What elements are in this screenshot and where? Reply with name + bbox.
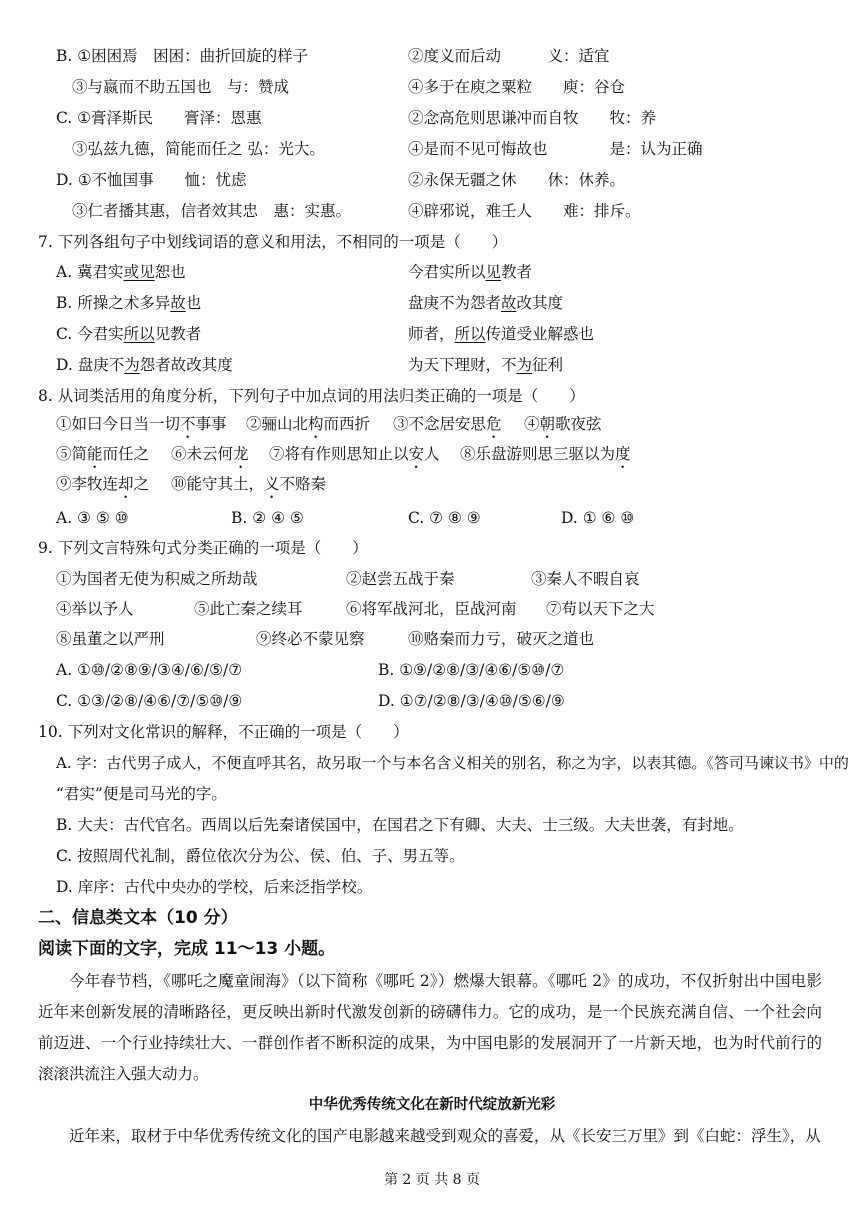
q7-option-b-right: 盘庚不为怨者故改其度 <box>408 294 564 312</box>
intro-paragraph: 今年春节档，《哪吒之魔童闹海》（以下简称《哪吒 2》）燃爆大银幕。《哪吒 2》的成功，不仅折射出中国电影近年来创新发展的清晰路径，更反映出新时代激发创新的磅礴伟力。它的成功，是一个民族充满自信、一个社会向前迈进、一个行业持续壮大、一群创作者不断积淀的成果，为中国电影的发展洞开了一片新天地，也为时代前行的滚滚洪流注入强大动力。 <box>38 972 822 1083</box>
q7-option-b-left: B. 所操之术多异故也 <box>56 294 202 312</box>
q8-option-d: D. ① ⑥ ⑩ <box>561 509 635 527</box>
q9-item-2: ②赵尝五战于秦 <box>346 570 455 588</box>
q8-item-7: ⑦将有作则思知止以安人 <box>269 445 440 463</box>
q6-option-b-2: ②度义而后动 义：适宜 <box>408 47 610 65</box>
q8-item-4: ④朝歌夜弦 <box>524 415 602 433</box>
q9-item-8: ⑧虽董之以严刑 <box>56 630 165 648</box>
q6-option-d-1: D. ①不恤国事 恤：忧虑 <box>56 171 247 189</box>
q8-option-b: B. ② ④ ⑤ <box>231 509 304 527</box>
q9-item-3: ③秦人不暇自哀 <box>531 570 640 588</box>
q8-item-5: ⑤简能而任之 <box>56 445 150 463</box>
q8-item-10: ⑩能守其土，义不赂秦 <box>171 475 327 493</box>
q9-item-1: ①为国者无使为积威之所劫哉 <box>56 570 258 588</box>
q9-option-b: B. ①⑨/②⑧/③/④⑥/⑤⑩/⑦ <box>378 661 565 679</box>
q9-option-a: A. ①⑩/②⑧⑨/③④/⑥/⑤/⑦ <box>56 661 243 679</box>
q7-option-d-left: D. 盘庚不为怨者故改其度 <box>56 356 233 374</box>
q6-option-b-1: B. ①困困焉 困困：曲折回旋的样子 <box>56 47 309 65</box>
reading-instruction: 阅读下面的文字，完成 11～13 小题。 <box>38 939 336 959</box>
q7-option-c-right: 师者，所以传道受业解惑也 <box>408 325 595 343</box>
q8-item-8: ⑧乐盘游则思三驱以为度 <box>460 445 631 463</box>
q6-option-c-1: C. ①膏泽斯民 膏泽：恩惠 <box>56 109 262 127</box>
q6-option-b-3: ③与嬴而不助五国也 与：赞成 <box>72 78 290 96</box>
q10-option-a-line1: A. 字：古代男子成人，不便直呼其名，故另取一个与本名含义相关的别名，称之为字，以表其德。《答司马谏议书》中的 <box>56 754 849 772</box>
page-footer: 第 2 页 共 8 页 <box>383 1172 481 1188</box>
q10-stem: 10. 下列对文化常识的解释，不正确的一项是（ ） <box>38 723 409 741</box>
q8-option-c: C. ⑦ ⑧ ⑨ <box>408 509 481 527</box>
q9-item-10: ⑩赂秦而力亏，破灭之道也 <box>408 630 595 648</box>
q6-option-b-4: ④多于在庾之粟粒 庾：谷仓 <box>408 78 626 96</box>
q6-option-c-3: ③弘兹九德，简能而任之 弘：光大。 <box>72 140 325 158</box>
q8-item-2: ②骊山北构而西折 <box>246 415 371 433</box>
q9-option-d: D. ①⑦/②⑧/③/④⑩/⑤⑥/⑨ <box>378 692 565 710</box>
q6-option-d-4: ④辟邪说，难壬人 难：排斥。 <box>408 202 641 220</box>
q9-stem: 9. 下列文言特殊句式分类正确的一项是（ ） <box>38 539 368 557</box>
q9-item-6: ⑥将军战河北，臣战河南 <box>346 600 517 618</box>
q6-option-d-3: ③仁者播其惠，信者效其忠 惠：实惠。 <box>72 202 352 220</box>
q9-item-4: ④举以予人 <box>56 600 134 618</box>
q8-option-a: A. ③ ⑤ ⑩ <box>56 509 129 527</box>
q8-item-6: ⑥未云何龙 <box>171 445 249 463</box>
q7-option-c-left: C. 今君实所以见教者 <box>56 325 202 343</box>
q8-item-3: ③不念居安思危 <box>393 415 502 433</box>
q10-option-d: D. 庠序：古代中央办的学校，后来泛指学校。 <box>56 878 373 896</box>
q6-option-d-2: ②永保无疆之休 休：休养。 <box>408 171 626 189</box>
q6-option-c-4: ④是而不见可悔故也 是：认为正确 <box>408 140 703 158</box>
q10-option-b: B. 大夫：古代官名。西周以后先秦诸侯国中，在国君之下有卿、大夫、士三级。大夫世袭，有封地。 <box>56 816 744 834</box>
q9-option-c: C. ①③/②⑧/④⑥/⑦/⑤⑩/⑨ <box>56 692 243 710</box>
q10-option-a-line2: “君实”便是司马光的字。 <box>56 785 227 803</box>
q9-item-9: ⑨终必不蒙见察 <box>256 630 365 648</box>
q6-option-c-2: ②念高危则思谦冲而自牧 牧：养 <box>408 109 657 127</box>
q8-stem: 8. 从词类活用的角度分析，下列句子中加点词的用法归类正确的一项是（ ） <box>38 387 585 405</box>
q8-item-9: ⑨李牧连却之 <box>56 475 150 493</box>
q7-option-a-right: 今君实所以见教者 <box>408 263 533 281</box>
q7-option-a-left: A. 冀君实或见恕也 <box>56 263 186 281</box>
section-title: 二、信息类文本（10 分） <box>38 908 238 928</box>
article-first-line: 近年来，取材于中华优秀传统文化的国产电影越来越受到观众的喜爱，从《长安三万里》到《白蛇：浮生》，从 <box>69 1127 821 1145</box>
q9-item-5: ⑤此亡秦之续耳 <box>194 600 303 618</box>
q10-option-c: C. 按照周代礼制，爵位依次分为公、侯、伯、子、男五等。 <box>56 847 465 865</box>
q8-item-1: ①如曰今日当一切不事事 <box>56 415 227 433</box>
q9-item-7: ⑦苟以天下之大 <box>546 600 655 618</box>
article-title: 中华优秀传统文化在新时代绽放新光彩 <box>308 1096 556 1113</box>
q7-stem: 7. 下列各组句子中划线词语的意义和用法，不相同的一项是（ ） <box>38 233 508 251</box>
q7-option-d-right: 为天下理财，不为征利 <box>408 356 564 374</box>
